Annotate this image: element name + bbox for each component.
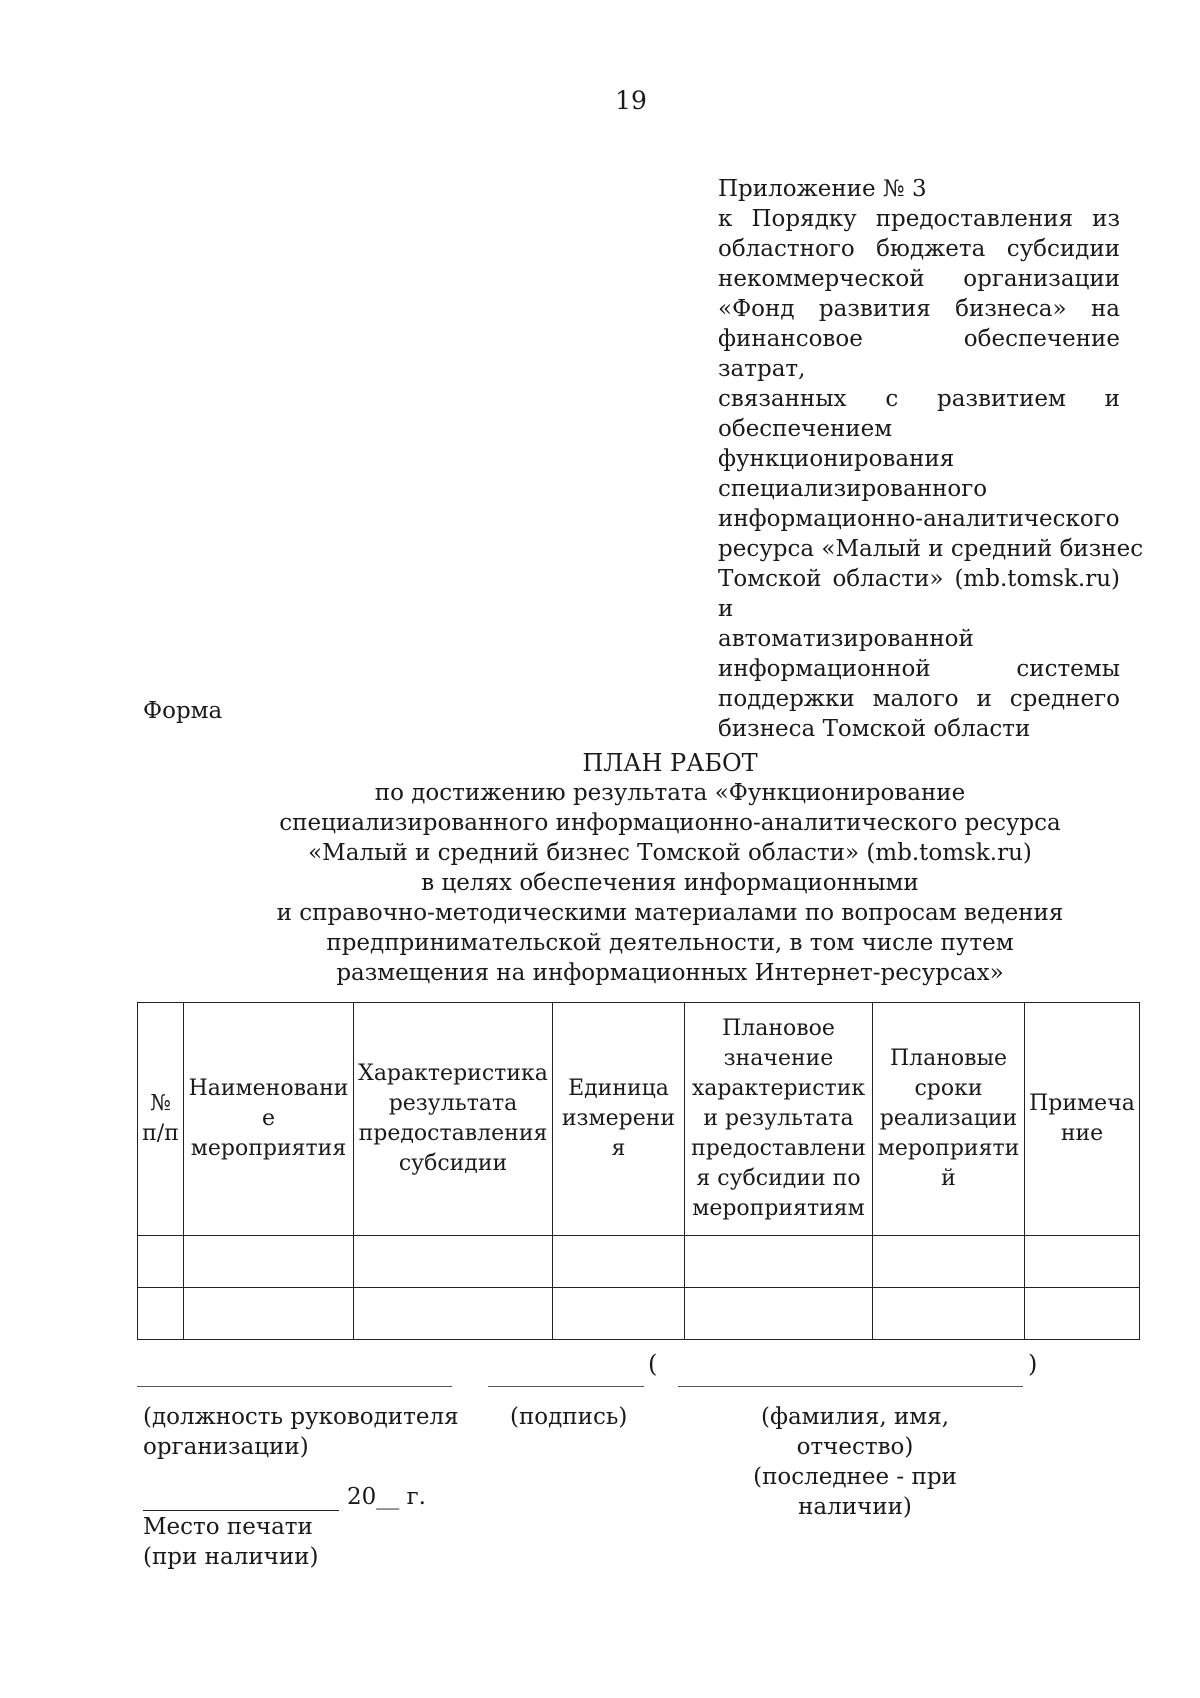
title-line: и справочно-методическими материалами по вопросам ведения: [276, 900, 1064, 926]
year-text: 20__ г.: [347, 1484, 426, 1510]
table-cell[interactable]: [873, 1288, 1025, 1340]
table-cell[interactable]: [354, 1236, 553, 1288]
title-line: специализированного информационно-аналитического ресурса: [279, 810, 1061, 836]
appendix-line: обеспечением функционирования: [718, 416, 955, 472]
document-title: [170, 748, 1170, 988]
sign-caption: (подпись): [510, 1404, 628, 1430]
col-header-planned-value: Плановое значение характеристики результата предоставления субсидии по мероприятиям: [685, 1003, 873, 1236]
table-cell[interactable]: [138, 1288, 184, 1340]
table-cell[interactable]: [685, 1236, 873, 1288]
appendix-line: областного бюджета субсидии: [718, 236, 1120, 262]
appendix-title: Приложение № 3: [718, 176, 927, 202]
table-cell[interactable]: [553, 1236, 685, 1288]
date-line[interactable]: [143, 1510, 339, 1511]
stamp-caption-line-1: Место печати: [143, 1514, 313, 1540]
stamp-caption: [143, 1512, 319, 1572]
table-cell[interactable]: [184, 1288, 354, 1340]
table-cell[interactable]: [354, 1288, 553, 1340]
name-caption-line-2: (последнее - при наличии): [753, 1464, 957, 1520]
position-caption: [143, 1402, 459, 1462]
appendix-line: информационно-аналитического: [718, 506, 1120, 532]
appendix-line: поддержки малого и среднего: [718, 686, 1120, 712]
form-label: Форма: [143, 698, 223, 724]
name-caption-line-1: (фамилия, имя, отчество): [760, 1404, 950, 1460]
appendix-line: автоматизированной: [718, 626, 974, 652]
col-header-event-name: Наименование мероприятия: [184, 1003, 354, 1236]
position-caption-line-2: организации): [143, 1434, 309, 1460]
appendix-line: к Порядку предоставления из: [718, 206, 1120, 232]
table-cell[interactable]: [553, 1288, 685, 1340]
col-header-unit: Единица измерения: [553, 1003, 685, 1236]
appendix-line: связанных с развитием и: [718, 386, 1120, 412]
table-cell[interactable]: [1025, 1236, 1140, 1288]
title-line: предпринимательской деятельности, в том числе путем: [326, 930, 1014, 956]
table-cell[interactable]: [685, 1288, 873, 1340]
appendix-block: [718, 174, 1144, 744]
table-cell[interactable]: [1025, 1288, 1140, 1340]
table-cell[interactable]: [873, 1236, 1025, 1288]
appendix-line: некоммерческой организации: [718, 266, 1120, 292]
table-header-row: [138, 1003, 1140, 1236]
signature-line[interactable]: [488, 1386, 644, 1387]
appendix-line: «Фонд развития бизнеса» на: [718, 296, 1120, 322]
col-header-number: № п/п: [138, 1003, 184, 1236]
appendix-line: специализированного: [718, 476, 988, 502]
table-row: [138, 1288, 1140, 1340]
stamp-caption-line-2: (при наличии): [143, 1544, 319, 1570]
title-heading: ПЛАН РАБОТ: [582, 749, 758, 777]
appendix-line: бизнеса Томской области: [718, 716, 1031, 742]
title-line: «Малый и средний бизнес Томской области» (mb.tomsk.ru): [308, 840, 1032, 866]
open-parenthesis: (: [648, 1350, 658, 1378]
appendix-line: финансовое обеспечение затрат,: [718, 326, 1120, 382]
table-cell[interactable]: [138, 1236, 184, 1288]
title-line: в целях обеспечения информационными: [421, 870, 919, 896]
col-header-note: Примечание: [1025, 1003, 1140, 1236]
table-cell[interactable]: [184, 1236, 354, 1288]
appendix-line: Томской области» (mb.tomsk.ru) и: [718, 566, 1120, 622]
appendix-line: ресурса «Малый и средний бизнес: [718, 536, 1144, 562]
title-line: по достижению результата «Функционирование: [374, 780, 966, 806]
position-caption-line-1: (должность руководителя: [143, 1404, 459, 1430]
position-signature-line[interactable]: [137, 1386, 452, 1387]
col-header-planned-dates: Плановые сроки реализации мероприятий: [873, 1003, 1025, 1236]
full-name-signature-line[interactable]: [678, 1386, 1023, 1387]
page-number: 19: [615, 86, 647, 115]
appendix-line: информационной системы: [718, 656, 1120, 682]
close-parenthesis: ): [1028, 1350, 1038, 1378]
col-header-result-characteristic: Характеристика результата предоставления субсидии: [354, 1003, 553, 1236]
title-line: размещения на информационных Интернет-ресурсах»: [336, 960, 1004, 986]
table-row: [138, 1236, 1140, 1288]
name-caption: [700, 1402, 1010, 1522]
plan-table: [137, 1002, 1140, 1340]
